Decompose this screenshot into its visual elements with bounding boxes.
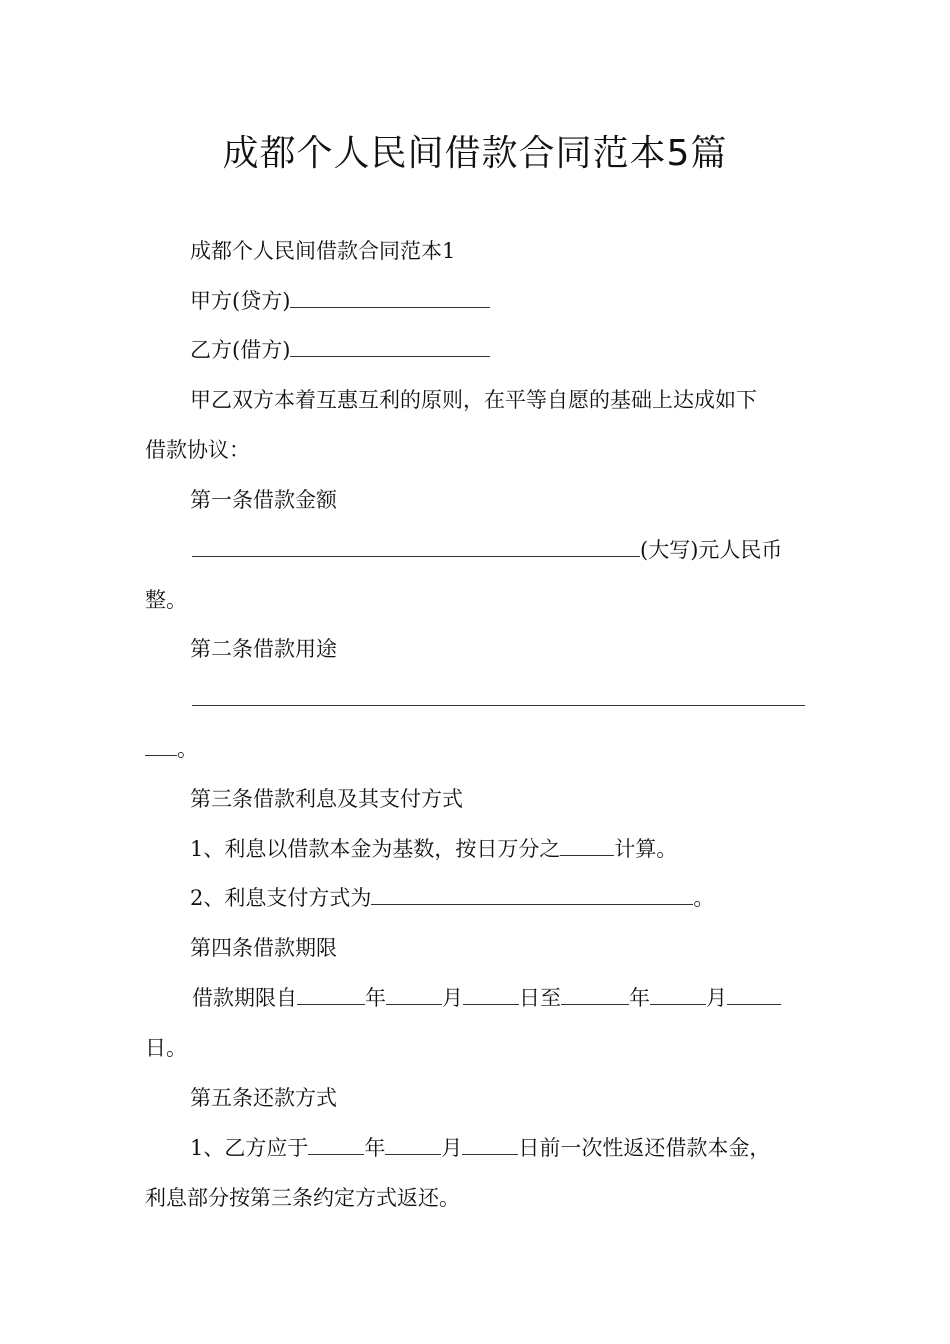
- party-a-label: 甲方(贷方): [190, 289, 291, 313]
- article-5-repayment-line: [190, 1133, 770, 1163]
- repay-month-blank: [385, 1134, 441, 1155]
- interest-rate-label: 1、利息以借款本金为基数，按日万分之: [190, 837, 561, 861]
- article-2-heading: 第二条借款用途: [190, 637, 337, 661]
- payment-method-blank: [371, 884, 693, 905]
- article-4-term-cont: 日。: [145, 1036, 187, 1060]
- party-b-label: 乙方(借方): [190, 338, 291, 362]
- payment-method-period: 。: [693, 886, 715, 910]
- article-4-term-line: [192, 983, 781, 1013]
- amount-blank: [192, 536, 640, 557]
- contract-subtitle: 成都个人民间借款合同范本1: [190, 239, 456, 263]
- article-3-heading: 第三条借款利息及其支付方式: [190, 787, 463, 811]
- repay-year-blank: [308, 1134, 364, 1155]
- start-month-blank: [386, 984, 442, 1005]
- purpose-blank: [192, 685, 805, 706]
- article-2-purpose-cont: [145, 734, 198, 764]
- article-4-heading: 第四条借款期限: [190, 936, 337, 960]
- interest-rate-blank: [560, 835, 614, 856]
- intro-paragraph-line-2: 借款协议：: [145, 438, 250, 462]
- party-b-line: [190, 335, 490, 365]
- start-year-label: 年: [365, 986, 386, 1010]
- party-a-blank: [290, 287, 490, 308]
- amount-text: (大写)元人民币: [640, 538, 783, 562]
- end-day-blank: [727, 984, 781, 1005]
- end-year-label: 年: [629, 986, 650, 1010]
- intro-paragraph-line-1: 甲乙双方本着互惠互利的原则，在平等自愿的基础上达成如下: [190, 388, 757, 412]
- party-a-line: [190, 286, 490, 316]
- article-1-heading: 第一条借款金额: [190, 488, 337, 512]
- repay-month-label: 月: [441, 1136, 463, 1160]
- start-year-blank: [297, 984, 365, 1005]
- article-1-amount-cont: 整。: [145, 588, 187, 612]
- article-2-purpose-line: [192, 684, 805, 714]
- party-b-blank: [290, 336, 490, 357]
- start-day-blank: [463, 984, 519, 1005]
- payment-method-label: 2、利息支付方式为: [190, 886, 372, 910]
- repay-day-blank: [462, 1134, 518, 1155]
- article-1-amount-line: [192, 535, 782, 565]
- purpose-period: 。: [177, 737, 198, 761]
- start-day-to-label: 日至: [519, 986, 561, 1010]
- interest-rate-suffix: 计算。: [614, 837, 678, 861]
- term-label: 借款期限自: [192, 986, 297, 1010]
- article-5-heading: 第五条还款方式: [190, 1086, 337, 1110]
- repay-text: 日前一次性返还借款本金，: [518, 1136, 771, 1160]
- article-3-item-2: [190, 883, 714, 913]
- start-month-label: 月: [442, 986, 463, 1010]
- article-3-item-1: [190, 834, 677, 864]
- purpose-blank-cont: [145, 735, 177, 756]
- repay-year-label: 年: [364, 1136, 386, 1160]
- document-title: 成都个人民间借款合同范本5篇: [222, 133, 728, 174]
- end-month-label: 月: [706, 986, 727, 1010]
- article-5-repayment-cont: 利息部分按第三条约定方式返还。: [145, 1186, 460, 1210]
- repay-label: 1、乙方应于: [190, 1136, 309, 1160]
- end-year-blank: [561, 984, 629, 1005]
- end-month-blank: [650, 984, 706, 1005]
